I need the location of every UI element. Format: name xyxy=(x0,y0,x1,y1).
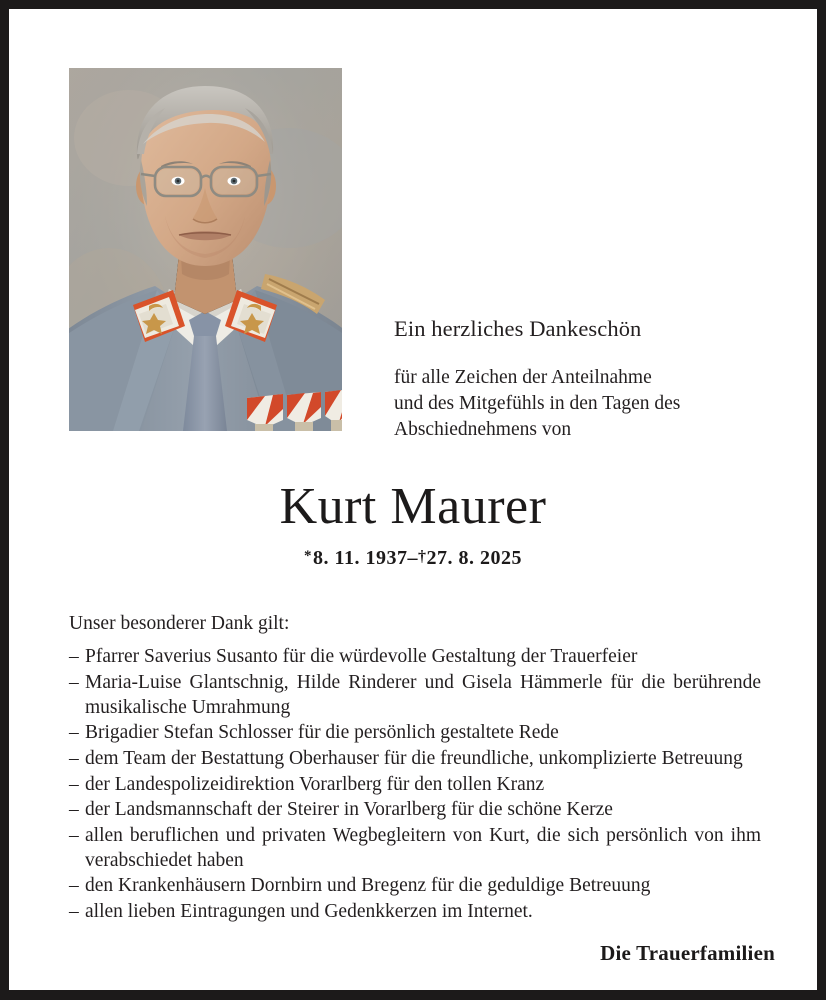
thanks-item-text: der Landsmannschaft der Steirer in Vorarlberg für die schöne Kerze xyxy=(85,799,613,821)
thanks-item-text: Brigadier Stefan Schlosser für die persönlich gestaltete Rede xyxy=(85,722,559,744)
thanks-intro: Unser besonderer Dank gilt: xyxy=(69,613,290,634)
thanks-item-text: dem Team der Bestattung Oberhauser für die freundliche, unkomplizierte Betreuung xyxy=(85,747,743,769)
thanks-item xyxy=(69,721,761,746)
birth-star-symbol: * xyxy=(304,547,313,564)
intro-body-line-3: Abschiednehmens von xyxy=(394,418,572,440)
thanks-item-text: der Landespolizeidirektion Vorarlberg für den tollen Kranz xyxy=(85,773,545,795)
deceased-name: Kurt Maurer xyxy=(279,478,547,535)
thanks-item xyxy=(69,900,761,925)
list-dash: – xyxy=(69,672,79,693)
intro-heading: Ein herzliches Dankeschön xyxy=(394,316,642,341)
list-dash: – xyxy=(69,799,79,821)
birth-date: 8. 11. 1937 xyxy=(313,547,408,570)
death-dagger-symbol: † xyxy=(417,548,427,566)
intro-body-line-2: und des Mitgefühls in den Tagen des xyxy=(394,392,681,414)
list-dash: – xyxy=(69,646,79,668)
list-dash: – xyxy=(69,824,79,846)
thanks-item xyxy=(69,747,761,772)
thanks-item-text: Pfarrer Saverius Susanto für die würdevolle Gestaltung der Trauerfeier xyxy=(85,646,638,668)
signature-line: Die Trauerfamilien xyxy=(600,941,775,965)
thanks-item-text: allen beruflichen und privaten Wegbegleitern von Kurt, die sich persönlich von ihm verabschiedet haben xyxy=(85,824,761,871)
thanks-item xyxy=(69,874,761,899)
thanks-item xyxy=(69,824,761,873)
thanks-block xyxy=(69,611,761,926)
thanks-item xyxy=(69,773,761,798)
death-date: 27. 8. 2025 xyxy=(426,547,522,570)
thanks-item-text: den Krankenhäusern Dornbirn und Bregenz für die geduldige Betreuung xyxy=(85,875,651,897)
name-block xyxy=(9,479,817,570)
deceased-dates xyxy=(9,547,817,570)
list-dash: – xyxy=(69,747,79,769)
thanks-item-text: Maria-Luise Glantschnig, Hilde Rinderer und Gisela Hämmerle für die berührende musikalische Umrahmung xyxy=(85,672,761,718)
list-dash: – xyxy=(69,722,79,744)
date-separator: – xyxy=(407,547,418,570)
list-dash: – xyxy=(69,773,79,795)
list-dash: – xyxy=(69,875,79,897)
thanks-item xyxy=(69,798,761,823)
thanks-item xyxy=(69,671,761,720)
portrait-photo xyxy=(69,68,342,431)
intro-body xyxy=(394,365,761,442)
thanks-list xyxy=(69,645,761,924)
thanks-item-text: allen lieben Eintragungen und Gedenkkerzen im Internet. xyxy=(85,900,533,922)
notice-inner-white-area xyxy=(9,9,817,990)
portrait-illustration xyxy=(69,68,342,431)
intro-body-line-1: für alle Zeichen der Anteilnahme xyxy=(394,367,652,389)
thanks-item xyxy=(69,645,761,670)
list-dash: – xyxy=(69,900,79,922)
intro-block xyxy=(394,315,761,442)
